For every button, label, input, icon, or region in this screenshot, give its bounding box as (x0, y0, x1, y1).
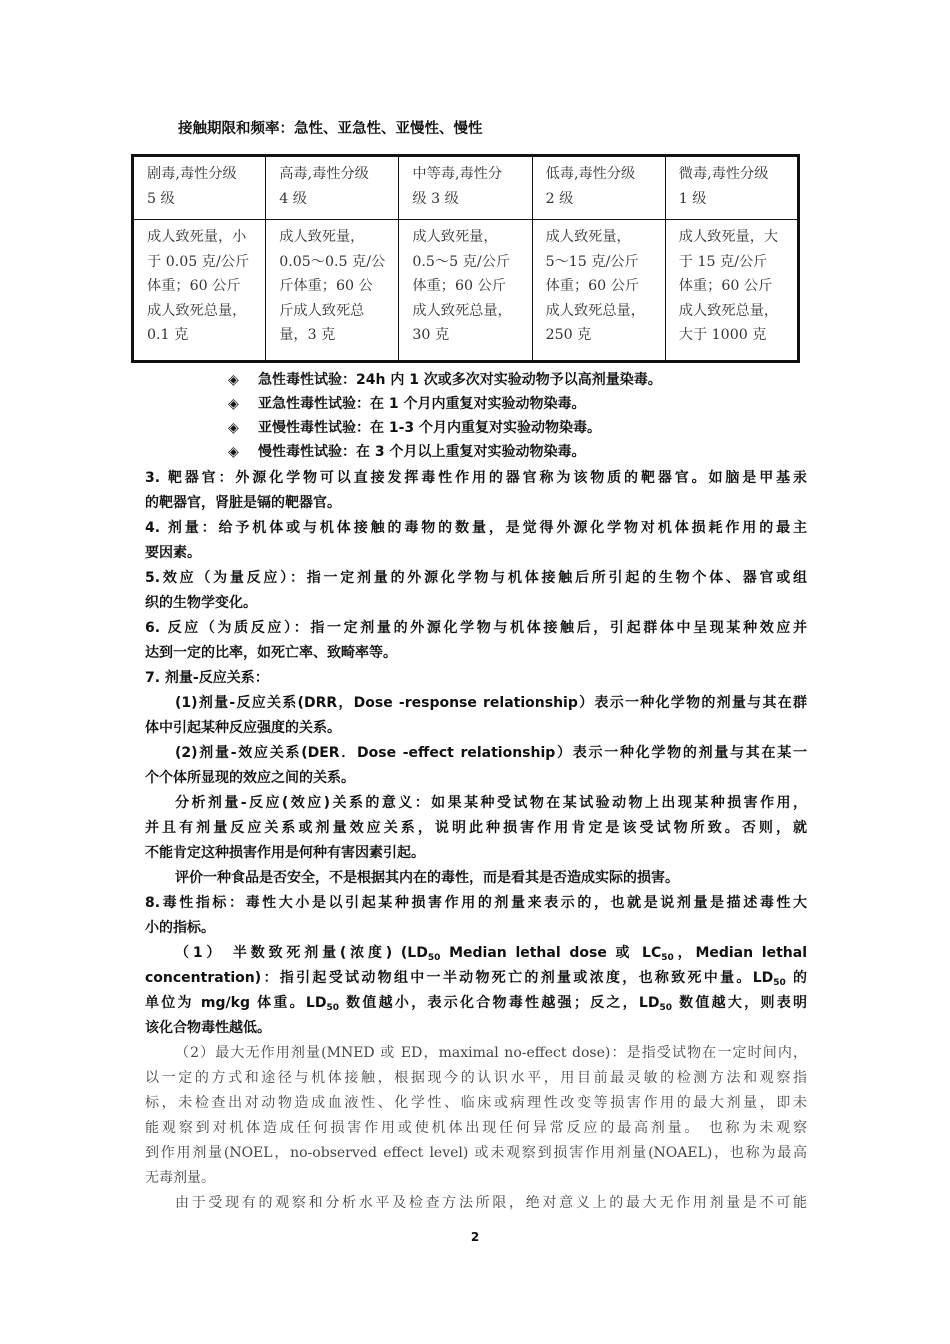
para-target-organ-line: 3. 靶器官：外源化学物可以直接发挥毒性作用的器官称为该物质的靶器官。如脑是甲基汞 (145, 470, 807, 486)
table-cell: 成人致死量，小 于 0.05 克/公斤 体重；60 公斤 成人致死总量， 0.1 克 (133, 220, 266, 362)
para-mned-line: 无毒剂量。 (145, 1170, 215, 1186)
para-significance-line: 不能肯定这种损害作用是何种有害因素引起。 (145, 845, 425, 861)
para-mned-line: （2）最大无作用剂量(MNED 或 ED，maximal no-effect dose)：是指受试物在一定时间内， (175, 1045, 807, 1061)
table-cell: 成人致死量， 5～15 克/公斤 体重；60 公斤 成人致死总量， 250 克 (532, 220, 665, 362)
para-limitation-line: 由于受现有的观察和分析水平及检查方法所限，绝对意义上的最大无作用剂量是不可能 (175, 1195, 807, 1211)
para-dose-line: 要因素。 (145, 545, 201, 561)
bullet-acute: ◈ 急性毒性试验：24h 内 1 次或多次对实验动物予以高剂量染毒。 (228, 368, 662, 392)
table-cell: 成人致死量，大 于 15 克/公斤 体重；60 公斤 成人致死总量， 大于 1000 克 (665, 220, 798, 362)
diamond-bullet-icon: ◈ (228, 396, 239, 412)
diamond-bullet-icon: ◈ (228, 372, 239, 388)
page-number: 2 (470, 1230, 480, 1244)
table-cell: 高毒,毒性分级 4 级 (266, 156, 399, 220)
para-der-line: (2)剂量-效应关系(DER．Dose -effect relationship）表示一种化学物的剂量与其在某一 (175, 745, 807, 761)
diamond-bullet-icon: ◈ (228, 420, 239, 436)
para-mned-line: 到作用剂量(NOEL，no-observed effect level) 或未观察到损害作用剂量(NOAEL)，也称为最高 (145, 1145, 807, 1161)
para-toxicity-index-line: 8.毒性指标：毒性大小是以引起某种损害作用的剂量来表示的，也就是说剂量是描述毒性大 (145, 895, 807, 911)
diamond-bullet-icon: ◈ (228, 444, 239, 460)
para-dose-response-heading: 7. 剂量-反应关系： (145, 670, 269, 686)
para-significance-line: 并且有剂量反应关系或剂量效应关系，说明此种损害作用肯定是该受试物所致。否则，就 (145, 820, 807, 836)
toxicity-grade-table (131, 154, 800, 363)
para-dose-line: 4. 剂量：给予机体或与机体接触的毒物的数量，是觉得外源化学物对机体损耗作用的最主 (145, 520, 807, 536)
para-response-line: 达到一定的比率，如死亡率、致畸率等。 (145, 645, 397, 661)
para-ld50-line: 该化合物毒性越低。 (145, 1020, 271, 1036)
table-cell: 中等毒,毒性分 级 3 级 (399, 156, 532, 220)
para-effect-line: 5.效应（为量反应）：指一定剂量的外源化学物与机体接触后所引起的生物个体、器官或组 (145, 570, 807, 586)
table-cell: 成人致死量， 0.05～0.5 克/公 斤体重；60 公 斤成人致死总 量，3 克 (266, 220, 399, 362)
para-food-safety-line: 评价一种食品是否安全，不是根据其内在的毒性，而是看其是否造成实际的损害。 (175, 870, 679, 886)
para-toxicity-index-line: 小的指标。 (145, 920, 215, 936)
para-ld50-line: concentration)：指引起受试动物组中一半动物死亡的剂量或浓度，也称致死中量。$LD_{50}$ 的 (145, 970, 807, 988)
para-mned-line: 能观察到对机体造成任何损害作用或使机体出现任何异常反应的最高剂量。 也称为未观察 (145, 1120, 807, 1136)
para-ld50-line: 单位为 mg/kg 体重。$LD_{50}$ 数值越小，表示化合物毒性越强；反之，$LD_{50}$ 数值越大，则表明 (145, 995, 807, 1013)
table-cell: 成人致死量， 0.5～5 克/公斤 体重；60 公斤 成人致死总量， 30 克 (399, 220, 532, 362)
bullet-subacute: ◈ 亚急性毒性试验：在 1 个月内重复对实验动物染毒。 (228, 392, 586, 416)
bullet-chronic: ◈ 慢性毒性试验：在 3 个月以上重复对实验动物染毒。 (228, 440, 586, 464)
contact-period-line: 接触期限和频率：急性、亚急性、亚慢性、慢性 (178, 121, 483, 137)
table-header-row (133, 156, 799, 220)
para-mned-line: 以一定的方式和途径与机体接触，根据现今的认识水平，用目前最灵敏的检测方法和观察指 (145, 1070, 807, 1086)
table-cell: 低毒,毒性分级 2 级 (532, 156, 665, 220)
para-der-line: 个个体所显现的效应之间的关系。 (145, 770, 355, 786)
para-ld50-line: （1） 半数致死剂量(浓度) ($LD_{50}$ Median lethal dose 或 $LC_{50}$，Median lethal (175, 945, 807, 963)
para-drr-line: 体中引起某种反应强度的关系。 (145, 720, 341, 736)
table-data-row (133, 220, 799, 362)
bullet-subchronic: ◈ 亚慢性毒性试验：在 1-3 个月内重复对实验动物染毒。 (228, 416, 601, 440)
para-drr-line: (1)剂量-反应关系(DRR，Dose -response relationship）表示一种化学物的剂量与其在群 (175, 695, 807, 711)
para-effect-line: 织的生物学变化。 (145, 595, 257, 611)
para-target-organ-line: 的靶器官，肾脏是镉的靶器官。 (145, 495, 341, 511)
para-response-line: 6. 反应（为质反应）：指一定剂量的外源化学物与机体接触后，引起群体中呈现某种效应并 (145, 620, 807, 636)
table-cell: 微毒,毒性分级 1 级 (665, 156, 798, 220)
table-cell: 剧毒,毒性分级 5 级 (133, 156, 266, 220)
para-significance-line: 分析剂量-反应(效应)关系的意义：如果某种受试物在某试验动物上出现某种损害作用， (175, 795, 807, 811)
para-mned-line: 标，未检查出对动物造成血液性、化学性、临床或病理性改变等损害作用的最大剂量，即未 (145, 1095, 807, 1111)
